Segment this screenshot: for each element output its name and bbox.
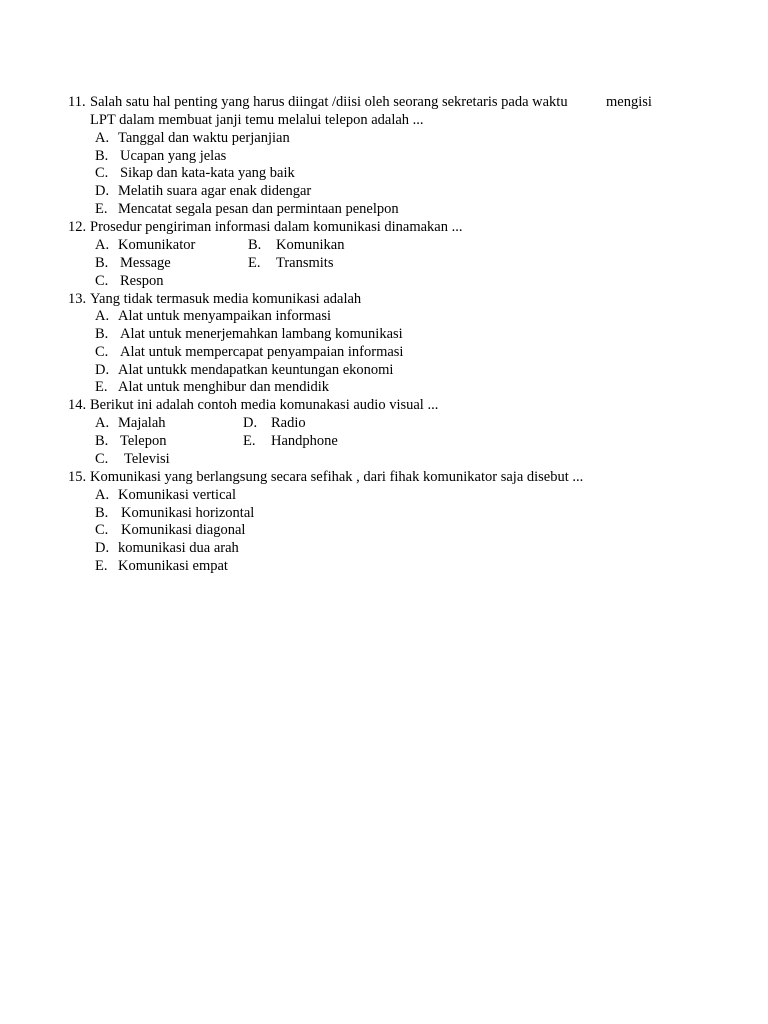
option-letter: D. bbox=[95, 362, 110, 378]
option-text: Alat untukk mendapatkan keuntungan ekonomi bbox=[118, 362, 394, 378]
option-text: Mencatat segala pesan dan permintaan penelpon bbox=[118, 201, 399, 217]
option-letter: C. bbox=[95, 451, 109, 467]
option-text: komunikasi dua arah bbox=[118, 540, 239, 556]
option-letter: D. bbox=[95, 540, 110, 556]
question-text: Komunikasi yang berlangsung secara sefihak , dari fihak komunikator saja disebut ... bbox=[90, 469, 584, 485]
option-text: Alat untuk mempercapat penyampaian informasi bbox=[120, 344, 404, 360]
option-letter: E. bbox=[95, 558, 108, 574]
option-text: Message bbox=[120, 255, 171, 271]
option-letter: C. bbox=[95, 522, 109, 538]
option-letter: C. bbox=[95, 344, 109, 360]
option-letter: B. bbox=[95, 326, 109, 342]
option-text: Sikap dan kata-kata yang baik bbox=[120, 165, 295, 181]
question-text: Prosedur pengiriman informasi dalam komunikasi dinamakan ... bbox=[90, 219, 463, 235]
option-letter: E. bbox=[95, 379, 108, 395]
option-text: Radio bbox=[271, 415, 306, 431]
option-letter: B. bbox=[95, 148, 109, 164]
option-letter: B. bbox=[248, 237, 262, 253]
option-letter: A. bbox=[95, 308, 110, 324]
question-number: 15. bbox=[68, 469, 87, 485]
option-letter: A. bbox=[95, 487, 110, 503]
question-number: 11. bbox=[68, 94, 86, 110]
question-number: 13. bbox=[68, 291, 87, 307]
question-text: Yang tidak termasuk media komunikasi adalah bbox=[90, 291, 362, 307]
option-letter: A. bbox=[95, 130, 110, 146]
option-text: Telepon bbox=[120, 433, 167, 449]
question-text: LPT dalam membuat janji temu melalui telepon adalah ... bbox=[90, 112, 424, 128]
option-text: Alat untuk menerjemahkan lambang komunikasi bbox=[120, 326, 403, 342]
option-text: Komunikasi horizontal bbox=[121, 505, 255, 521]
option-text: Komunikator bbox=[118, 237, 196, 253]
question-number: 14. bbox=[68, 397, 87, 413]
question-text: Berikut ini adalah contoh media komunakasi audio visual ... bbox=[90, 397, 439, 413]
option-text: Melatih suara agar enak didengar bbox=[118, 183, 312, 199]
option-text: Komunikasi diagonal bbox=[121, 522, 246, 538]
option-text: Komunikasi empat bbox=[118, 558, 228, 574]
option-letter: E. bbox=[243, 433, 256, 449]
option-text: Tanggal dan waktu perjanjian bbox=[118, 130, 290, 146]
option-letter: D. bbox=[243, 415, 258, 431]
option-letter: C. bbox=[95, 273, 109, 289]
option-letter: B. bbox=[95, 505, 109, 521]
option-text: Alat untuk menyampaikan informasi bbox=[118, 308, 332, 324]
option-letter: A. bbox=[95, 415, 110, 431]
option-letter: D. bbox=[95, 183, 110, 199]
option-text: Transmits bbox=[276, 255, 334, 271]
option-letter: B. bbox=[95, 255, 109, 271]
option-text: Komunikan bbox=[276, 237, 345, 253]
option-text: Ucapan yang jelas bbox=[120, 148, 227, 164]
question-text-tail: mengisi bbox=[606, 94, 652, 110]
option-text: Alat untuk menghibur dan mendidik bbox=[118, 379, 330, 395]
question-number: 12. bbox=[68, 219, 87, 235]
option-letter: A. bbox=[95, 237, 110, 253]
option-text: Televisi bbox=[124, 451, 170, 467]
option-letter: E. bbox=[248, 255, 261, 271]
option-letter: B. bbox=[95, 433, 109, 449]
question-text: Salah satu hal penting yang harus diingat /diisi oleh seorang sekretaris pada waktu bbox=[90, 94, 568, 110]
option-text: Komunikasi vertical bbox=[118, 487, 236, 503]
option-text: Majalah bbox=[118, 415, 166, 431]
option-letter: E. bbox=[95, 201, 108, 217]
option-text: Handphone bbox=[271, 433, 338, 449]
option-letter: C. bbox=[95, 165, 109, 181]
option-text: Respon bbox=[120, 273, 164, 289]
